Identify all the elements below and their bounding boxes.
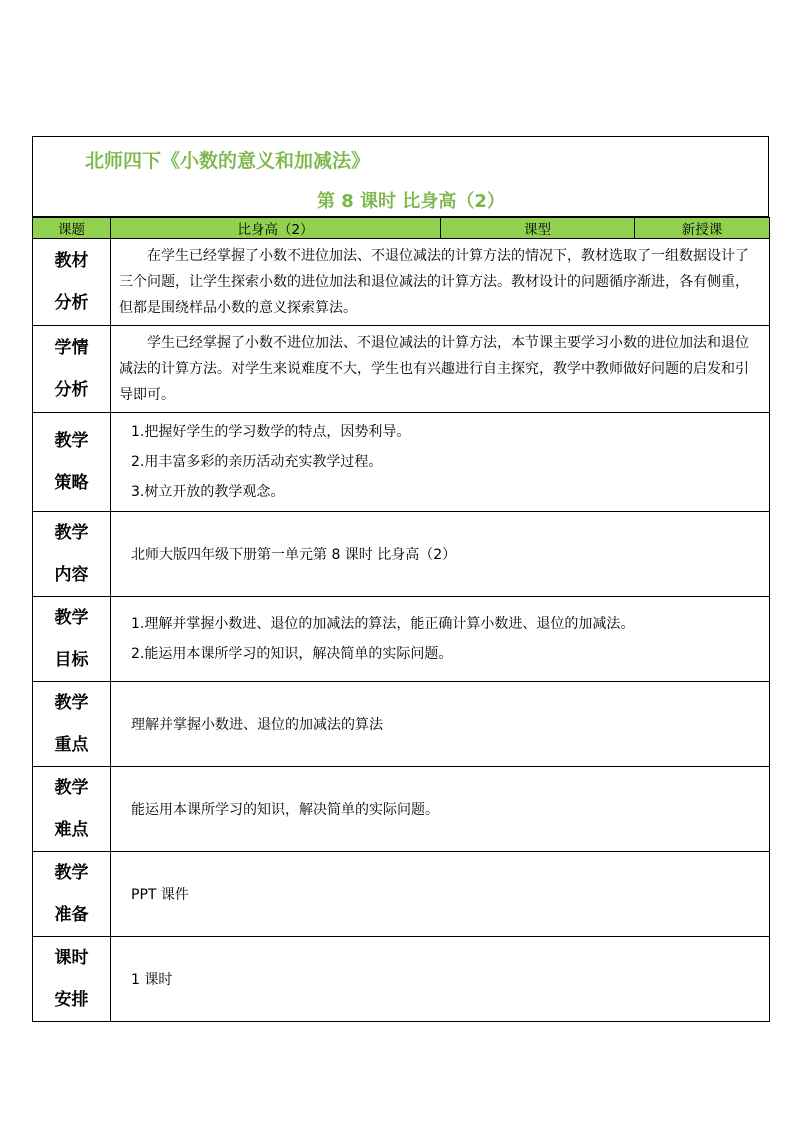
list-item: 3.树立开放的教学观念。 xyxy=(131,484,285,500)
list-item: 2.能运用本课所学习的知识，解决简单的实际问题。 xyxy=(131,646,453,662)
teaching-content: 北师大版四年级下册第一单元第 8 课时 比身高（2） xyxy=(111,512,770,597)
type-label: 课型 xyxy=(441,218,635,239)
teaching-preparation: PPT 课件 xyxy=(111,852,770,937)
table-row xyxy=(33,413,770,512)
class-hours: 1 课时 xyxy=(111,937,770,1022)
lesson-table xyxy=(32,217,770,1022)
lesson-plan xyxy=(32,136,769,1022)
teaching-strategy xyxy=(111,413,770,512)
student-analysis: 学生已经掌握了小数不进位加法、不退位减法的计算方法，本节课主要学习小数的进位加法和退位减法的计算方法。对学生来说难度不大，学生也有兴趣进行自主探究，教学中教师做好问题的启发和引导即可。 xyxy=(111,326,770,413)
table-row xyxy=(33,937,770,1022)
table-row xyxy=(33,326,770,413)
row-label: 教材 分析 xyxy=(33,239,111,326)
type-value: 新授课 xyxy=(635,218,770,239)
topic-row xyxy=(33,218,770,239)
list-item: 2.用丰富多彩的亲历活动充实教学过程。 xyxy=(131,454,383,470)
row-label: 教学 准备 xyxy=(33,852,111,937)
list-item: 1.理解并掌握小数进、退位的加减法的算法，能正确计算小数进、退位的加减法。 xyxy=(131,616,635,632)
teaching-goals xyxy=(111,597,770,682)
difficult-point: 能运用本课所学习的知识，解决简单的实际问题。 xyxy=(111,767,770,852)
list-item: 1.把握好学生的学习数学的特点，因势利导。 xyxy=(131,424,411,440)
textbook-analysis: 在学生已经掌握了小数不进位加法、不退位减法的计算方法的情况下，教材选取了一组数据设计了三个问题，让学生探索小数的进位加法和退位减法的计算方法。教材设计的问题循序渐进，各有侧重，但都是围绕样品小数的意义探索算法。 xyxy=(111,239,770,326)
table-row xyxy=(33,597,770,682)
row-label: 教学 内容 xyxy=(33,512,111,597)
topic-label: 课题 xyxy=(33,218,111,239)
lesson-subtitle: 第 8 课时 比身高（2） xyxy=(317,191,505,212)
row-label: 教学 重点 xyxy=(33,682,111,767)
table-row xyxy=(33,512,770,597)
table-row xyxy=(33,767,770,852)
row-label: 学情 分析 xyxy=(33,326,111,413)
row-label: 课时 安排 xyxy=(33,937,111,1022)
row-label: 教学 难点 xyxy=(33,767,111,852)
topic-value: 比身高（2） xyxy=(111,218,441,239)
table-row xyxy=(33,239,770,326)
document-title: 北师四下《小数的意义和加减法》 xyxy=(85,150,371,172)
row-label: 教学 策略 xyxy=(33,413,111,512)
document-header xyxy=(32,136,769,217)
table-row xyxy=(33,852,770,937)
table-row xyxy=(33,682,770,767)
row-label: 教学 目标 xyxy=(33,597,111,682)
key-point: 理解并掌握小数进、退位的加减法的算法 xyxy=(111,682,770,767)
